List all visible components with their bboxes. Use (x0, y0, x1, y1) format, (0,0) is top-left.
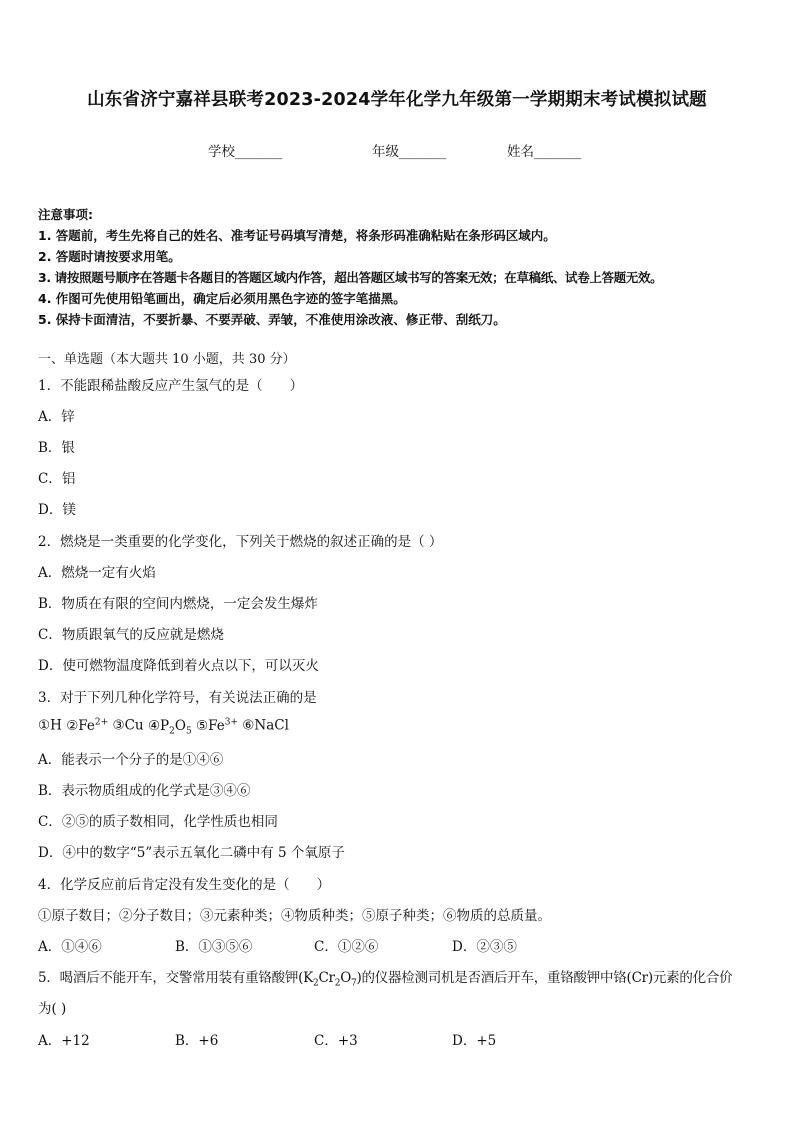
q1-option-a[interactable]: A．锌 (38, 409, 75, 425)
symbol-2: $②Fe^{2+}$ (66, 717, 109, 734)
symbol-1: ①H (38, 717, 62, 734)
question-2-stem: 2．燃烧是一类重要的化学变化，下列关于燃烧的叙述正确的是（ ） (38, 534, 443, 550)
q2-option-b[interactable]: B．物质在有限的空间内燃烧，一定会发生爆炸 (38, 596, 318, 612)
q4-option-a[interactable]: A．①④⑥ (38, 939, 102, 955)
name-field[interactable]: 姓名_______ (507, 144, 582, 160)
notes-block (38, 204, 778, 330)
q5-option-a[interactable]: A．+12 (38, 1033, 90, 1049)
school-field[interactable]: 学校_______ (208, 144, 283, 160)
page-title: 山东省济宁嘉祥县联考2023-2024学年化学九年级第一学期期末考试模拟试题 (87, 90, 707, 110)
grade-field[interactable]: 年级_______ (372, 144, 447, 160)
q1-option-c[interactable]: C．铝 (38, 471, 76, 487)
q5-option-c[interactable]: C．+3 (314, 1033, 358, 1049)
q3-option-a[interactable]: A．能表示一个分子的是①④⑥ (38, 752, 224, 768)
q2-option-d[interactable]: D．使可燃物温度降低到着火点以下，可以灭火 (38, 658, 319, 674)
q2-option-c[interactable]: C．物质跟氧气的反应就是燃烧 (38, 627, 224, 643)
q4-option-c[interactable]: C．①②⑥ (314, 939, 379, 955)
notes-heading: 注意事项: (38, 207, 93, 222)
symbol-4: $④P_2O_5$ (147, 717, 192, 737)
symbol-5: $⑤Fe^{3+}$ (195, 717, 238, 734)
q1-option-b[interactable]: B．银 (38, 440, 75, 456)
note-item: 2. 答题时请按要求用笔。 (38, 249, 181, 264)
section-heading: 一、单选题（本大题共 10 小题，共 30 分） (38, 352, 296, 367)
note-item: 4. 作图可先使用铅笔画出，确定后必须用黑色字迹的签字笔描黑。 (38, 291, 406, 306)
question-4-stem: 4．化学反应前后肯定没有发生变化的是（ ） (38, 877, 331, 893)
note-item: 1. 答题前，考生先将自己的姓名、准考证号码填写清楚，将条形码准确粘贴在条形码区域内。 (38, 228, 556, 243)
symbol-6: ⑥NaCl (242, 717, 289, 734)
question-5-stem-continued: 为( ) (38, 1001, 67, 1017)
q3-option-c[interactable]: C．②⑤的质子数相同，化学性质也相同 (38, 814, 278, 830)
q4-list: ①原子数目；②分子数目；③元素种类；④物质种类；⑤原子种类；⑥物质的总质量。 (38, 908, 551, 924)
note-item: 3. 请按照题号顺序在答题卡各题目的答题区域内作答，超出答题区域书写的答案无效；在草稿纸、试卷上答题无效。 (38, 270, 663, 285)
symbol-3: ③Cu (112, 717, 144, 734)
question-1-stem: 1．不能跟稀盐酸反应产生氢气的是（ ） (38, 378, 304, 394)
question-5-stem: 5．喝酒后不能开车，交警常用装有重铬酸钾$(K_2Cr_2O_7)$的仪器检测司机是否酒后开车，重铬酸钾中铬(Cr)元素的化合价 (38, 970, 733, 989)
question-3-stem: 3．对于下列几种化学符号，有关说法正确的是 (38, 690, 317, 706)
q3-option-b[interactable]: B．表示物质组成的化学式是③④⑥ (38, 783, 251, 799)
q5-option-b[interactable]: B．+6 (175, 1033, 219, 1049)
q3-option-d[interactable]: D．④中的数字“5”表示五氧化二磷中有 5 个氧原子 (38, 845, 345, 861)
note-item: 5. 保持卡面清洁，不要折暴、不要弄破、弄皱，不准使用涂改液、修正带、刮纸刀。 (38, 312, 506, 327)
q1-option-d[interactable]: D．镁 (38, 502, 76, 518)
q4-option-b[interactable]: B．①③⑤⑥ (175, 939, 253, 955)
q5-option-d[interactable]: D．+5 (452, 1033, 497, 1049)
q3-symbols (38, 717, 289, 736)
q2-option-a[interactable]: A．燃烧一定有火焰 (38, 565, 156, 581)
q4-option-d[interactable]: D．②③⑤ (452, 939, 517, 955)
